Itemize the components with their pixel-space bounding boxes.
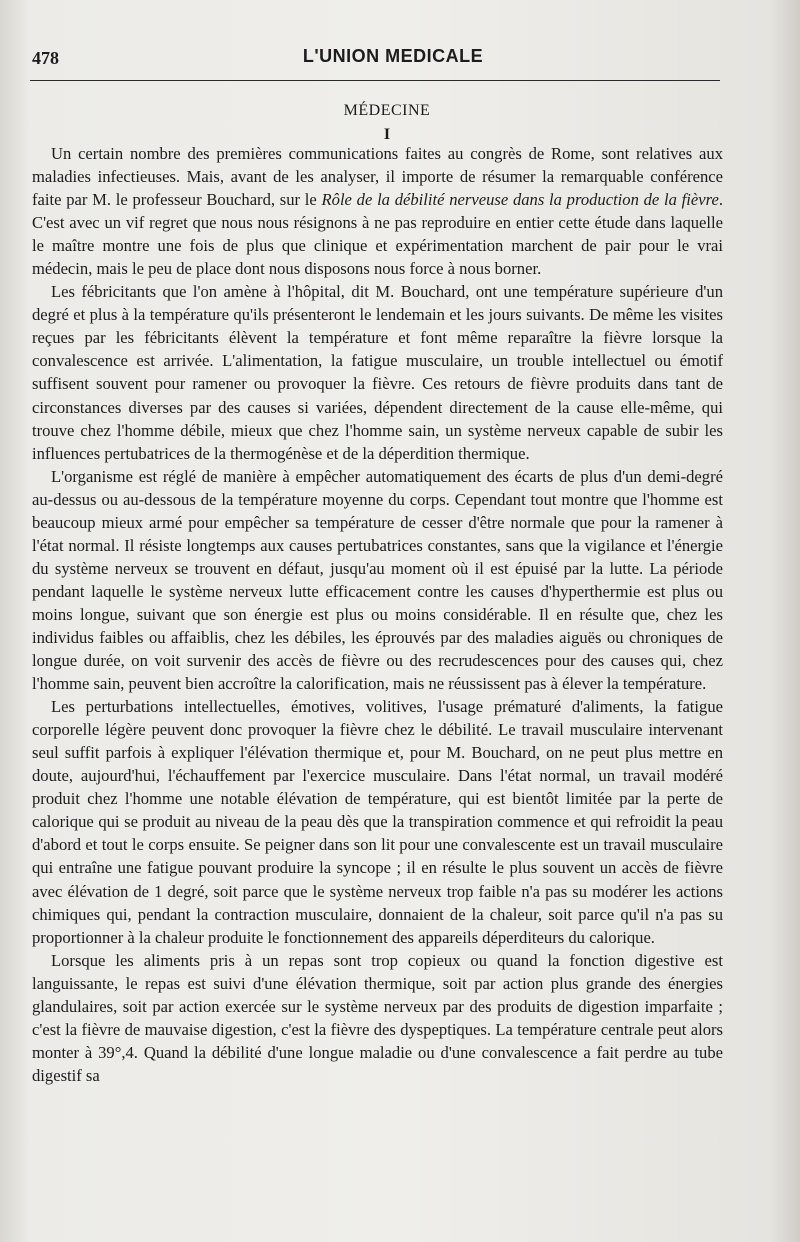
paragraph: Les fébricitants que l'on amène à l'hôpital, dit M. Bouchard, ont une température supérieure d'un degré et plus à la température qu'ils présenteront le lendemain et les jours suivants. De même les visites reçues par les fébricitants élèvent la température et font même reparaître la fièvre lorsque la convalescence est arrivée. L'alimentation, la fatigue musculaire, un trouble intellectuel ou émotif suffisent souvent pour ramener ou provoquer la fièvre. Ces retours de fièvre produits dans tant de circonstances diverses par des causes si variées, dépendent directement de la cause elle-même, qui trouve chez l'homme débile, mieux que chez l'homme sain, un système nerveux capable de subir les influences pertubatrices de la thermogénèse et de la déperdition thermique. xyxy=(32,282,723,463)
paragraph: Les perturbations intellectuelles, émotives, volitives, l'usage prématuré d'aliments, la fatigue corporelle légère peuvent donc provoquer la fièvre chez le débilité. Le travail musculaire intervenant seul suffit parfois à expliquer l'élévation thermique et, pour M. Bouchard, on ne peut plus mettre en doute, aujourd'hui, l'échauffement par l'exercice musculaire. Dans l'état normal, un travail modéré produit chez l'homme une notable élévation de température, qui est bientôt limitée par la perte de calorique qui se produit au niveau de la peau dès que la transpiration commence et qui refroidit la peau d'abord et tout le corps ensuite. Se peigner dans son lit pour une convalescente est un travail musculaire qui entraîne une fatigue pouvant produire la syncope ; il en résulte le plus souvent un accès de fièvre avec élévation de 1 degré, soit parce que le système nerveux trop faible n'a pas su modérer les actions chimiques qui, pendant la contraction musculaire, donnaient de la chaleur, soit parce qu'il n'a pas su proportionner à la chaleur produite le fonctionnement des appareils déperditeurs du calorique. xyxy=(32,697,723,947)
paragraph-text: Un certain nombre des premières communications faites au congrès de Rome, sont relatives aux maladies infectieuses. Mais, avant de les analyser, il importe de résumer la remarquable conférence faite par M. le professeur Bouchard, sur le xyxy=(32,144,723,210)
section-title: MÉDECINE xyxy=(343,102,431,119)
journal-title: L'UNION MEDICALE xyxy=(302,46,484,66)
paragraph xyxy=(32,142,723,280)
paragraph-text: . C'est avec un vif regret que nous nous résignons à ne pas reproduire en entier cette étude dans laquelle le maître montre une fois de plus que clinique et expérimentation marchent de pair pour le vrai médecin, mais le peu de place dont nous disposons nous force à nous borner. xyxy=(32,190,723,279)
paragraph: L'organisme est réglé de manière à empêcher automatiquement des écarts de plus d'un demi-degré au-dessus ou au-dessous de la température moyenne du corps. Cependant tout montre que l'homme est beaucoup mieux armé pour empêcher sa température de cesser d'être normale que pour la ramener à l'état normal. Il résiste longtemps aux causes pertubatrices constantes, sans que la vigilance et l'énergie du système nerveux se trouvent en défaut, jusqu'au moment où il est épuisé par la lutte. La période pendant laquelle le système nerveux lutte efficacement contre les causes d'hyperthermie est plus ou moins longue, suivant que son énergie est plus ou moins considérable. Il en résulte que, chez les individus faibles ou affaiblis, chez les débiles, les éprouvés par des maladies aiguës ou chroniques de longue durée, on voit survenir des accès de fièvre ou des recrudescences pour des causes qui, chez l'homme sain, peuvent bien accroître la calorification, mais ne réussissent pas à élever la température. xyxy=(32,466,723,694)
header-rule xyxy=(30,80,720,81)
page-number: 478 xyxy=(32,48,59,68)
section-number: I xyxy=(383,126,391,143)
article-body xyxy=(32,142,723,1087)
running-head xyxy=(32,44,754,74)
paragraph-italic-title: Rôle de la débilité nerveuse dans la production de la fièvre xyxy=(321,190,719,210)
paragraph: Lorsque les aliments pris à un repas sont trop copieux ou quand la fonction digestive est languissante, le repas est suivi d'une élévation thermique, soit par action plus grande des énergies glandulaires, soit par action exercée sur le système nerveux par des produits de digestion imparfaite ; c'est la fièvre de mauvaise digestion, c'est la fièvre des dyspeptiques. La température centrale peut alors monter à 39°,4. Quand la débilité d'une longue maladie ou d'une convalescence a fait perdre au tube digestif sa xyxy=(32,950,723,1085)
